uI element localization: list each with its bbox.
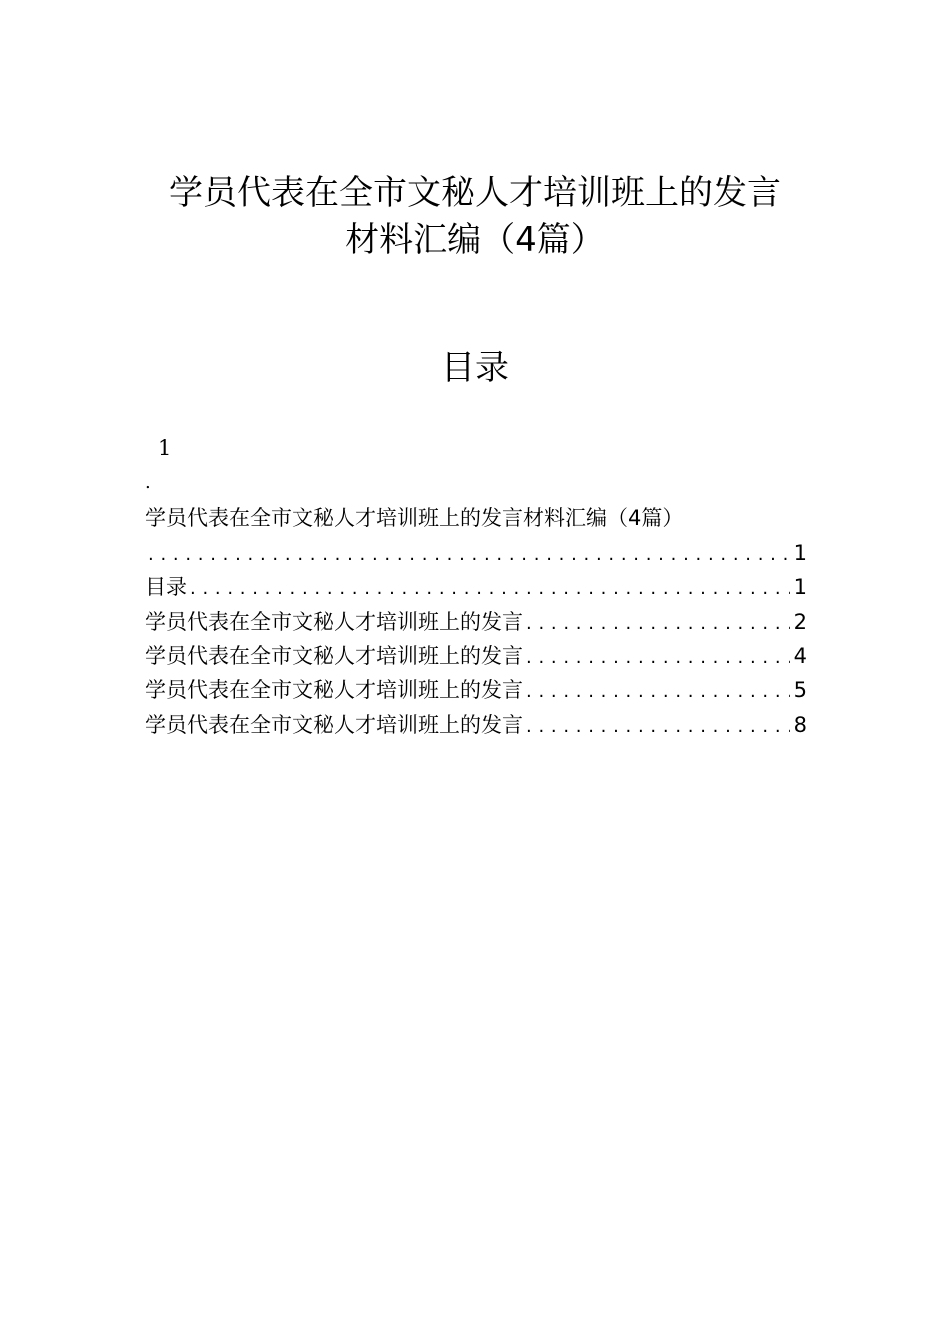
dot-leader	[523, 608, 790, 640]
toc-entry-title-leader-row[interactable]	[145, 537, 807, 569]
toc-dot: .	[145, 472, 151, 493]
dot-leader	[523, 711, 790, 743]
toc-page-number: 2	[793, 610, 807, 634]
toc-entry-label: 学员代表在全市文秘人才培训班上的发言	[145, 713, 523, 737]
toc-page-number: 1	[793, 575, 807, 599]
dot-leader	[523, 642, 790, 674]
dot-leader	[187, 573, 790, 605]
toc-entry-label: 学员代表在全市文秘人才培训班上的发言	[145, 610, 523, 634]
toc-entry[interactable]	[145, 606, 807, 638]
toc-entry[interactable]	[145, 571, 807, 603]
toc-entry-label: 目录	[145, 575, 187, 599]
toc-page-number: 8	[793, 713, 807, 737]
toc-number: 1	[158, 436, 172, 460]
toc-entry-label: 学员代表在全市文秘人才培训班上的发言	[145, 678, 523, 702]
toc-entry[interactable]	[145, 674, 807, 706]
toc-page-number: 1	[793, 541, 807, 565]
toc-page-number: 5	[793, 678, 807, 702]
toc-heading: 目录	[441, 348, 509, 388]
document-title-line-1: 学员代表在全市文秘人才培训班上的发言	[169, 173, 781, 213]
toc-page-number: 4	[793, 644, 807, 668]
toc-entry-title[interactable]: 学员代表在全市文秘人才培训班上的发言材料汇编（4篇）	[145, 506, 684, 530]
dot-leader	[145, 539, 790, 571]
dot-leader	[523, 676, 790, 708]
toc-entry[interactable]	[145, 709, 807, 741]
toc-entry-label: 学员代表在全市文秘人才培训班上的发言	[145, 644, 523, 668]
document-title-line-2: 材料汇编（4篇）	[345, 220, 605, 260]
toc-entry[interactable]	[145, 640, 807, 672]
